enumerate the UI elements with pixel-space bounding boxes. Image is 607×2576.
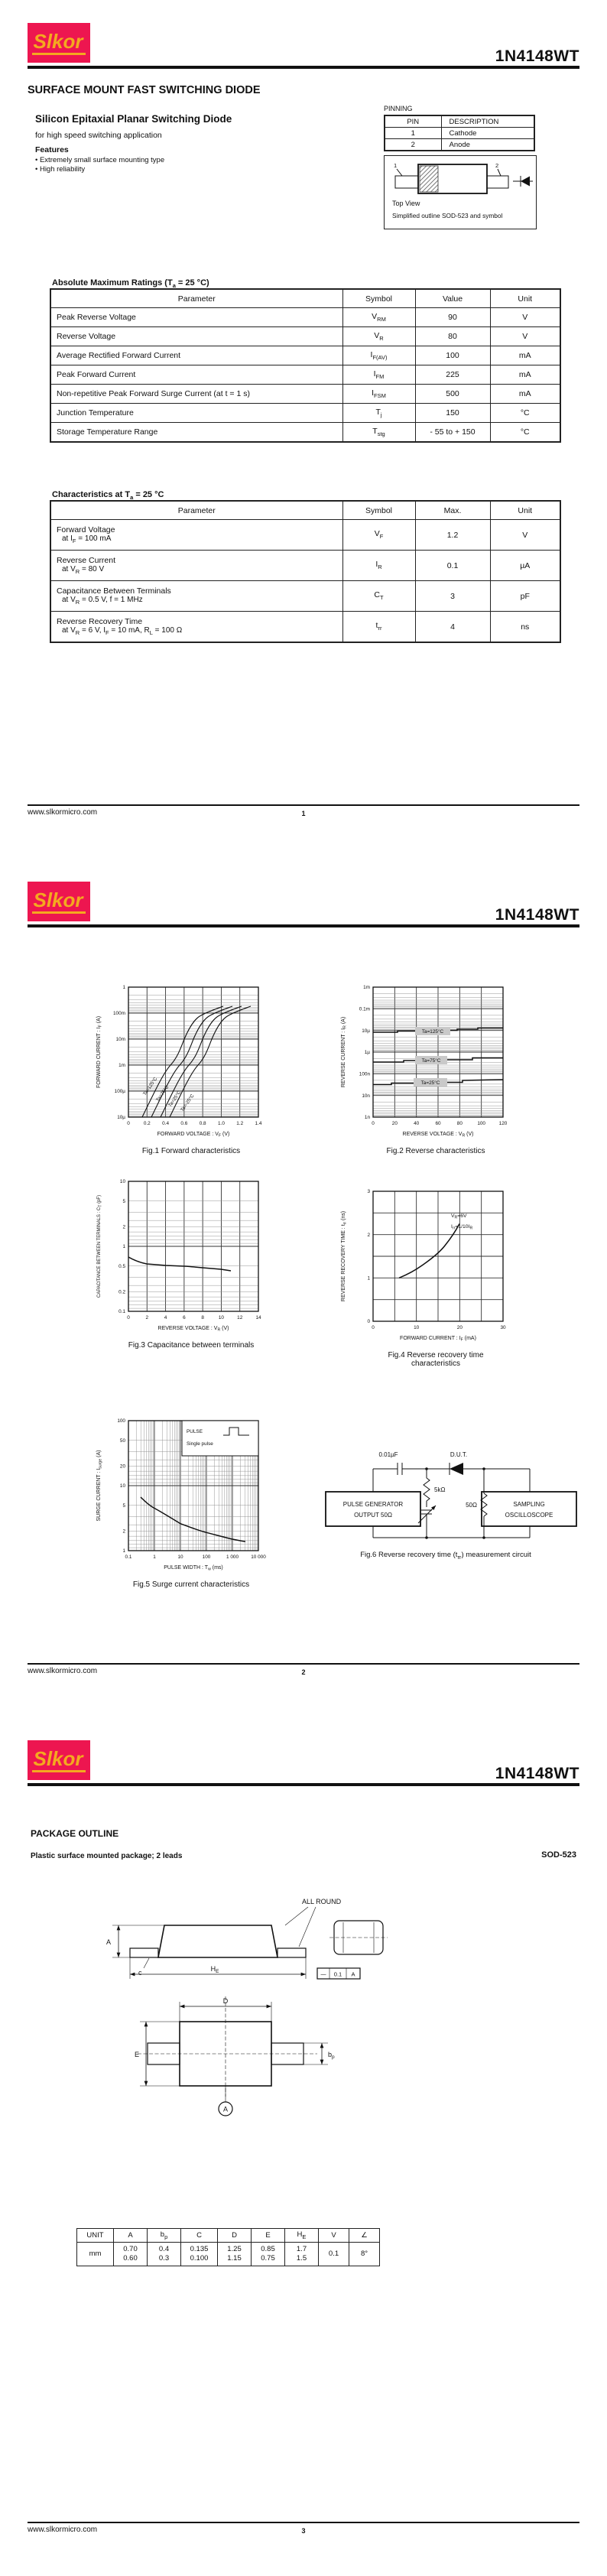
footer-rule [28,1663,579,1665]
tick-label: 1.4 [255,1121,262,1126]
figure-6 [312,1447,579,1561]
parameter-cell: Peak Reverse Voltage [50,308,342,327]
pin2-label: 2 [495,162,499,169]
package-name: SOD-523 [541,1850,576,1860]
parameter-header: Parameter [50,289,342,308]
brand-logo [28,882,90,921]
col-header-bp: $b_p$ [148,2229,181,2243]
package-outline-title: PACKAGE OUTLINE [31,1828,119,1839]
table-header-row [77,2229,380,2243]
tick-label: 10 [218,1315,224,1320]
part-number-title: 1N4148WT [495,1765,579,1782]
tick-label: 0 [367,1319,370,1325]
col-header-e: E [252,2229,285,2243]
x-axis-label: FORWARD VOLTAGE : $V_F$ (V) [157,1132,230,1139]
row-condition: at $V_R = 80$ V [62,565,105,575]
parameter-cell: Forward Voltage at $I_F = 100$ mA [50,520,342,551]
tick-label: 5 [122,1198,125,1204]
dim-he-label: $H_E$ [210,1965,219,1974]
tick-label: 0 [127,1121,130,1126]
unit-cell: mm [77,2243,114,2266]
tick-label: 0.5 [118,1263,125,1269]
lead-left-side [130,1948,158,1957]
tick-label: 1 [153,1554,156,1560]
page-header [28,1740,579,1783]
trr-curve [399,1224,459,1278]
x-axis-label: FORWARD CURRENT : $I_F$ (mA) [400,1336,476,1343]
capacitance-curve [128,1257,231,1271]
symbol-cell: $T_j$ [342,404,415,423]
header-rule [28,924,579,927]
header-rule [28,66,579,69]
frame-datum: A [351,1970,355,1978]
tick-label: 0.4 [162,1121,170,1126]
y-axis-label: FORWARD CURRENT : $I_F$ (A) [96,1015,103,1089]
dim-cell: 0.1 [319,2243,349,2266]
surge-current-chart [92,1415,291,1577]
table-row [50,346,560,365]
curve-label: Ta=75°C [154,1084,170,1103]
unit-cell: V [490,520,560,551]
page-footer [28,1663,579,1676]
symbol-cell: $I_{F(AV)}$ [342,346,415,365]
unit-cell: °C [490,404,560,423]
tick-label: 0 [372,1325,375,1330]
y-axis-label: SURGE CURRENT : $I_{surge}$ (A) [96,1450,103,1522]
tick-label: 10 [119,1179,125,1185]
figure-1 [92,981,291,1155]
tick-label: 1µ [364,1050,370,1056]
table-row [50,423,560,443]
feature-item: • Extremely small surface mounting type [35,156,165,164]
generator-label: PULSE GENERATOR [342,1501,404,1508]
capacitor-label: 0.01µF [378,1451,398,1458]
col-header-a: A [114,2229,148,2243]
col-header-d: D [218,2229,252,2243]
tick-label: 50 [119,1437,125,1444]
tick-label: 10 [414,1325,420,1330]
part-number-title: 1N4148WT [495,906,579,924]
tick-label: 20 [456,1325,463,1330]
y-axis-label: REVERSE RECOVERY TIME : $t_{rr}$ (ns) [341,1210,348,1302]
lead-right-side [278,1948,306,1957]
symbol-cell: $I_{FSM}$ [342,385,415,404]
parameter-cell: Reverse Recovery Time at $V_R = 6$ V, $I_F = 10$ mA, $R_L = 100$ Ω [50,612,342,643]
tick-label: 10µ [117,1115,125,1121]
value-cell: 500 [415,385,490,404]
chart-legend [182,1421,258,1456]
value-cell: 3 [415,581,490,612]
unit-cell: V [490,327,560,346]
dim-a-label: A [106,1938,112,1946]
tick-label: 5 [122,1502,125,1509]
table-header-row [385,115,534,128]
unit-header: UNIT [77,2229,114,2243]
outline-box [384,155,537,229]
tick-label: 60 [435,1121,441,1126]
table-header-row [50,289,560,308]
tick-label: 10µ [362,1028,370,1034]
value-cell: 225 [415,365,490,385]
capacitance-chart [92,1175,291,1337]
frame-symbol: — [320,1972,326,1978]
table-header-row [50,501,560,520]
unit-header: Unit [490,501,560,520]
page-number: 1 [301,810,306,817]
figure-caption: Fig.6 Reverse recovery time $(t_{rr})$ measurement circuit [360,1551,531,1561]
page-header [28,23,579,66]
dim-e-label: E [134,2051,140,2058]
value-cell: - 55 to + 150 [415,423,490,443]
package-subtitle: Plastic surface mounted package; 2 leads [31,1852,183,1860]
symbol-cell: $t_{rr}$ [342,612,415,643]
dim-cell: 0.85 0.75 [252,2243,285,2266]
tick-label: 2 [145,1315,149,1320]
dim-cell: 1.7 1.5 [285,2243,319,2266]
value-cell: 80 [415,327,490,346]
reverse-characteristics-chart [336,981,535,1143]
website-url: www.slkormicro.com [28,1667,98,1675]
part-number-title: 1N4148WT [495,47,579,65]
parameter-cell: Capacitance Between Terminals at $V_R = 0.5$ V, f = 1 MHz [50,581,342,612]
figure-caption: Fig.2 Reverse characteristics [386,1147,485,1155]
table-row [50,385,560,404]
dim-bp-label: $b_p$ [328,2051,335,2060]
all-round-label: ALL ROUND [302,1898,342,1905]
cathode-band [420,166,438,192]
unit-header: Unit [490,289,560,308]
dim-cell: 0.4 0.3 [148,2243,181,2266]
x-axis-label: REVERSE VOLTAGE : $V_R$ (V) [157,1326,229,1333]
table-row [50,581,560,612]
website-url: www.slkormicro.com [28,2526,98,2534]
symbol-cell: $I_{FM}$ [342,365,415,385]
y-axis-label: CAPACITANCE BETWEEN TERMINALS : CT (pF) [97,1194,103,1298]
tick-label: 14 [255,1315,261,1320]
dut-diode-symbol [450,1463,463,1475]
tick-label: 10 [119,1483,125,1489]
pin-cell: 2 [385,139,441,151]
tick-label: 1 [122,1244,125,1250]
tick-label: 120 [498,1121,508,1126]
brand-logo [28,1740,90,1780]
surge-curve [141,1497,245,1541]
resistor-5k-label: 5kΩ [434,1486,446,1493]
top-view-label: Top View [392,200,420,207]
pinning-label: PINNING [384,105,413,112]
package-outline-sketch [386,158,534,198]
figure-caption: Fig.5 Surge current characteristics [132,1580,250,1589]
oscilloscope-label: SAMPLING [513,1501,545,1508]
tick-label: 1 [367,1275,370,1282]
dim-cell: 0.70 0.60 [114,2243,148,2266]
website-url: www.slkormicro.com [28,808,98,817]
pulse-generator-box [326,1492,420,1526]
curve-label-boxes [414,1027,450,1087]
curve-label: Ta=125°C [141,1076,159,1097]
feature-item: • High reliability [35,165,86,174]
table-row [50,551,560,581]
dut-label: D.U.T. [450,1451,468,1458]
tick-label: 2 [122,1528,125,1535]
table-row [50,308,560,327]
tick-label: 0.2 [118,1289,125,1295]
curve-label: Ta=25°C [167,1090,183,1109]
grid-lines [373,1191,503,1321]
unit-cell: mA [490,346,560,365]
brand-logo [28,23,90,63]
parameter-cell: Reverse Current at $V_R = 80$ V [50,551,342,581]
col-header-angle: ∠ [349,2229,380,2243]
symbol-cell: $V_R$ [342,327,415,346]
parameter-cell: Peak Forward Current [50,365,342,385]
tick-label: 80 [456,1121,463,1126]
x-axis-label: REVERSE VOLTAGE : $V_R$ (V) [402,1132,474,1139]
figure-5 [92,1415,291,1589]
frame-tolerance: 0.1 [333,1970,342,1978]
dim-c-label: c [138,1969,142,1977]
col-header-c: C [181,2229,218,2243]
tick-label: 10n [362,1093,370,1099]
curve-label: Ta=-25°C [179,1093,196,1113]
figure-caption: Fig.4 Reverse recovery time characteristics [388,1351,484,1368]
parameter-header: Parameter [50,501,342,520]
amr-title: Absolute Maximum Ratings ($T_a = 25$ °C) [52,278,209,290]
curve-label: Ta=75°C [421,1058,441,1064]
side-view [106,1898,360,1979]
unit-cell: µA [490,551,560,581]
top-view [135,1996,335,2116]
pin-cell: 1 [385,128,441,139]
page-3 [0,1717,607,2576]
tick-label: 3 [367,1189,370,1195]
figure-3 [92,1175,291,1350]
tick-label: 100n [359,1071,370,1077]
value-cell: 100 [415,346,490,365]
table-row [50,365,560,385]
amr-table [50,288,561,443]
datum-label: A [222,2105,229,2113]
table-row [385,128,534,139]
tick-label: 0.2 [143,1121,151,1126]
symbol-cell: $V_F$ [342,520,415,551]
page-title: SURFACE MOUNT FAST SWITCHING DIODE [28,84,261,96]
characteristics-table [50,500,561,643]
page-footer [28,2522,579,2535]
reverse-recovery-chart [336,1185,535,1347]
value-cell: 150 [415,404,490,423]
tick-label: 1m [363,985,370,991]
parameter-cell: Average Rectified Forward Current [50,346,342,365]
table-row [50,612,560,643]
package-dimension-drawing [65,1878,432,2214]
brand-logo-text: Slkor [32,1749,85,1772]
trr-measurement-circuit [312,1447,579,1547]
forward-characteristics-chart [92,981,291,1143]
tick-label: 2 [122,1224,125,1230]
oscilloscope-label: OSCILLOSCOPE [505,1512,553,1519]
legend-label: PULSE [187,1429,203,1434]
tick-label: 100m [113,1011,125,1017]
page-footer [28,804,579,817]
tick-label: 0.1 [118,1309,125,1315]
curve-minus25c [170,1006,251,1117]
value-cell: 0.1 [415,551,490,581]
tick-label: 40 [414,1121,420,1126]
tick-label: 0.1m [359,1006,370,1012]
parameter-cell: Reverse Voltage [50,327,342,346]
tick-label: 2 [367,1232,370,1238]
tick-label: 0.6 [180,1121,188,1126]
tick-label: 1 [122,985,125,991]
tick-label: 100µ [114,1089,125,1095]
description-header: DESCRIPTION [441,115,534,128]
tick-label: 100 [477,1121,485,1126]
legend-label: Single pulse [187,1441,213,1447]
tick-label: 10m [115,1037,125,1043]
parameter-cell: Junction Temperature [50,404,342,423]
tick-label: 10 [177,1554,183,1560]
tick-label: 0.1 [125,1554,132,1560]
symbol-cell: $T_{stg}$ [342,423,415,443]
tick-label: 8 [201,1315,204,1320]
pin1-label: 1 [394,162,398,169]
tick-label: 1 [122,1548,125,1554]
tick-label: 30 [500,1325,506,1330]
tick-label: 1n [364,1115,370,1121]
page-number: 2 [301,1668,306,1676]
pin-header: PIN [385,115,441,128]
y-axis-label: REVERSE CURRENT : $I_R$ (A) [341,1016,348,1088]
resistor-50-label: 50Ω [466,1502,477,1509]
figure-2 [336,981,535,1155]
description-cell: Anode [441,139,534,151]
page-2 [0,859,607,1717]
col-header-he: $H_E$ [285,2229,319,2243]
row-condition: at $V_R = 6$ V, $I_F = 10$ mA, $R_L = 100$ Ω [62,626,183,636]
symbol-cell: $V_{RM}$ [342,308,415,327]
pinning-table [384,115,535,151]
product-description: for high speed switching application [35,131,162,140]
max-header: Max. [415,501,490,520]
row-condition: at $I_F = 100$ mA [62,534,112,544]
dim-cell: 8° [349,2243,380,2266]
capacitor-symbol [398,1463,402,1475]
oscilloscope-box [482,1492,576,1526]
chart-note: $I_{rr}=1/10I_R$ [451,1224,473,1231]
brand-logo-text: Slkor [32,31,85,55]
dim-cell: 1.25 1.15 [218,2243,252,2266]
datum-frame [317,1968,360,1979]
tick-label: 0.8 [199,1121,206,1126]
curve-label: Ta=125°C [421,1029,444,1035]
value-header: Value [415,289,490,308]
symbol-cell: $C_T$ [342,581,415,612]
tick-label: 4 [164,1315,167,1320]
table-row [385,139,534,151]
unit-cell: mA [490,365,560,385]
value-cell: 90 [415,308,490,327]
symbol-cell: $I_R$ [342,551,415,581]
dim-cell: 0.135 0.100 [181,2243,218,2266]
unit-cell: pF [490,581,560,612]
features-title: Features [35,145,69,154]
row-condition: at $V_R = 0.5$ V, f = 1 MHz [62,596,143,606]
unit-cell: °C [490,423,560,443]
generator-label: OUTPUT 50Ω [354,1512,392,1519]
description-cell: Cathode [441,128,534,139]
tick-label: 100 [202,1554,211,1560]
page-header [28,882,579,924]
lead-2 [487,176,508,188]
chart-note: $V_R=6V$ [451,1213,467,1220]
brand-logo-text: Slkor [32,890,85,914]
figure-caption: Fig.1 Forward characteristics [141,1147,241,1155]
page-number: 3 [301,2527,306,2535]
tick-label: 0 [127,1315,130,1320]
tick-label: 100 [117,1418,125,1424]
tick-label: 1m [118,1063,125,1069]
figure-4 [336,1185,535,1368]
tick-label: 20 [119,1463,125,1470]
dimension-table [76,2228,380,2266]
symbol-header: Symbol [342,501,415,520]
product-subtitle: Silicon Epitaxial Planar Switching Diode [35,113,232,125]
x-axis-label: PULSE WIDTH : $T_w$ (ms) [164,1565,223,1572]
tick-label: 1 000 [226,1554,239,1560]
grid-lines [373,987,503,1117]
tick-label: 6 [183,1315,186,1320]
grid-lines [128,1181,258,1311]
unit-cell: mA [490,385,560,404]
parameter-cell: Non-repetitive Peak Forward Surge Current (at t = 1 s) [50,385,342,404]
unit-cell: V [490,308,560,327]
outline-caption: Simplified outline SOD-523 and symbol [392,212,503,219]
footer-rule [28,2522,579,2523]
tick-label: 10 000 [251,1554,266,1560]
symbol-header: Symbol [342,289,415,308]
characteristics-title: Characteristics at $T_a = 25$ °C [52,490,164,502]
unit-cell: ns [490,612,560,643]
end-view [329,1921,388,1954]
page-1 [0,0,607,859]
diode-symbol-icon [513,176,533,187]
table-row [50,404,560,423]
dim-d-label: D [222,1997,229,2005]
tick-label: 1.0 [217,1121,225,1126]
parameter-cell: Storage Temperature Range [50,423,342,443]
header-rule [28,1783,579,1786]
tick-label: 12 [237,1315,243,1320]
lead-1 [395,176,418,188]
tick-label: 1.2 [236,1121,244,1126]
table-row [77,2243,380,2266]
footer-rule [28,804,579,806]
package-body-side [158,1925,278,1957]
figure-caption: Fig.3 Capacitance between terminals [128,1341,255,1350]
value-cell: 1.2 [415,520,490,551]
tick-label: 20 [391,1121,398,1126]
col-header-v: V [319,2229,349,2243]
curve-label: Ta=25°C [420,1080,440,1087]
table-row [50,520,560,551]
value-cell: 4 [415,612,490,643]
table-row [50,327,560,346]
tick-label: 0 [372,1121,375,1126]
